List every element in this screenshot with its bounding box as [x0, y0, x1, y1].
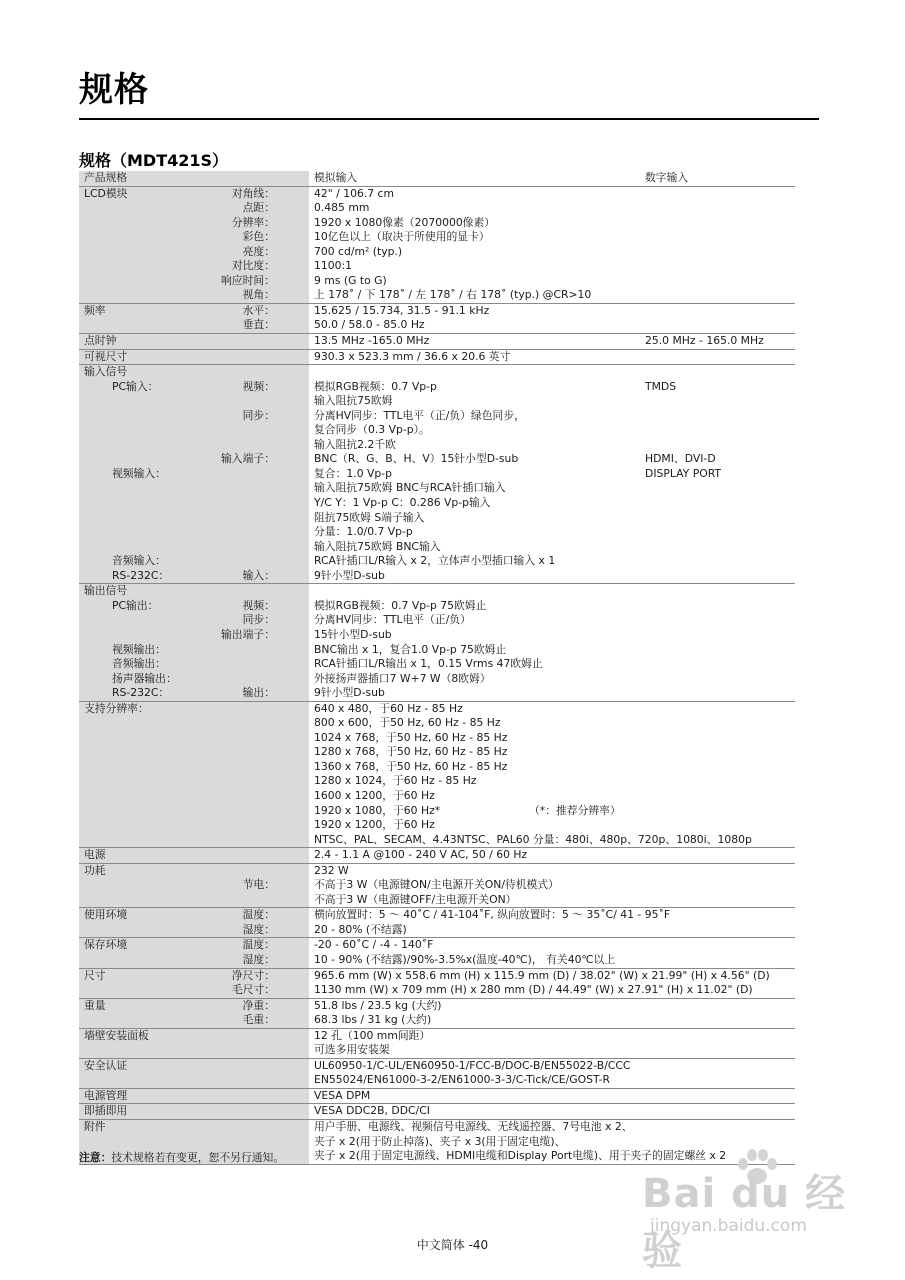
analog-value: 965.6 mm (W) x 558.6 mm (H) x 115.9 mm (D) / 38.02" (W) x 21.99" (H) x 4.56" (D): [314, 968, 770, 982]
field-label: 水平：: [242, 303, 275, 317]
analog-value: UL60950-1/C-UL/EN60950-1/FCC-B/DOC-B/EN55022-B/CCC: [314, 1058, 631, 1072]
analog-value: 930.3 x 523.3 mm / 36.6 x 20.6 英寸: [314, 349, 511, 363]
analog-value: 1130 mm (W) x 709 mm (H) x 280 mm (D) / 44.49" (W) x 27.91" (H) x 11.02" (D): [314, 983, 753, 997]
spec-line: [79, 554, 795, 569]
category-label: 墙壁安装面板: [84, 1028, 149, 1042]
analog-value: 1280 x 768，于50 Hz, 60 Hz - 85 Hz: [314, 745, 508, 759]
analog-value: 13.5 MHz -165.0 MHz: [314, 334, 430, 348]
category-label: 保存环境: [84, 938, 128, 952]
spec-line: [79, 525, 795, 540]
spec-line: [79, 511, 795, 526]
field-label: 响应时间：: [221, 273, 275, 287]
category-label: 电源: [84, 848, 106, 862]
analog-value: 上 178˚ / 下 178˚ / 左 178˚ / 右 178˚ (typ.) @CR>10: [314, 288, 592, 302]
spec-line: [79, 864, 795, 879]
analog-value: 232 W: [314, 863, 349, 877]
spec-line: [79, 288, 795, 303]
analog-value: 1920 x 1200，于60 Hz: [314, 818, 435, 832]
spec-row: [79, 304, 795, 334]
analog-value: 1100:1: [314, 259, 352, 273]
category-label: 点时钟: [84, 334, 117, 348]
spec-row: [79, 171, 795, 187]
analog-value: 1920 x 1080像素（2070000像素）: [314, 215, 496, 229]
spec-line: [79, 365, 795, 380]
spec-line: [79, 304, 795, 319]
page-number: 中文简体 -40: [416, 1238, 489, 1252]
value-note: （*：推荐分辨率）: [529, 803, 621, 817]
analog-value: 9针小型D-sub: [314, 568, 385, 582]
analog-value: 20 - 80% (不结露): [314, 922, 407, 936]
analog-value: 不高于3 W（电源键ON/主电源开关ON/待机模式）: [314, 878, 559, 892]
field-label: 节电：: [242, 878, 275, 892]
analog-value: 分离HV同步：TTL电平（正/负）: [314, 613, 471, 627]
analog-value: 9 ms (G to G): [314, 273, 387, 287]
analog-value: 2.4 - 1.1 A @100 - 240 V AC, 50 / 60 Hz: [314, 848, 528, 862]
spec-line: [79, 760, 795, 775]
spec-line: [79, 394, 795, 409]
category-label: 输入信号: [84, 365, 128, 379]
spec-line: [79, 350, 795, 365]
spec-line: [79, 969, 795, 984]
analog-value: 1600 x 1200，于60 Hz: [314, 788, 435, 802]
field-label: 视角：: [242, 288, 275, 302]
analog-value: 15针小型D-sub: [314, 627, 392, 641]
field-label: 毛尺寸：: [231, 983, 275, 997]
spec-line: [79, 599, 795, 614]
analog-value: 51.8 lbs / 23.5 kg (大约): [314, 998, 442, 1012]
spec-table: [79, 171, 795, 1165]
spec-line: [79, 686, 795, 701]
analog-value: 68.3 lbs / 31 kg (大约): [314, 1013, 432, 1027]
analog-value: Y/C Y：1 Vp-p C：0.286 Vp-p输入: [314, 496, 491, 510]
spec-row: [79, 187, 795, 304]
page-title: 规格: [79, 70, 149, 110]
spec-line: [79, 643, 795, 658]
spec-line: [79, 818, 795, 833]
spec-line: [79, 878, 795, 893]
spec-row: [79, 908, 795, 938]
analog-value: 12 孔（100 mm间距）: [314, 1028, 431, 1042]
spec-row: [79, 969, 795, 999]
analog-value: 10亿色以上（取决于所使用的显卡）: [314, 230, 490, 244]
spec-line: [79, 716, 795, 731]
spec-line: [79, 702, 795, 717]
field-label: 温度：: [242, 938, 275, 952]
analog-value: 输入阻抗75欧姆 BNC输入: [314, 539, 441, 553]
analog-value: BNC（R、G、B、H、V）15针小型D-sub: [314, 452, 519, 466]
field-label: 对角线：: [231, 186, 275, 200]
spec-line: [79, 540, 795, 555]
category-label: 即插即用: [84, 1104, 128, 1118]
footnote-text: 技术规格若有变更，恕不另行通知。: [111, 1151, 285, 1164]
spec-line: [79, 452, 795, 467]
analog-value: VESA DPM: [314, 1088, 371, 1102]
field-label: 输入端子：: [221, 452, 275, 466]
spec-line: [79, 774, 795, 789]
analog-value: RCA针插口L/R输出 x 1，0.15 Vrms 47欧姆止: [314, 657, 543, 671]
analog-value: 横向放置时：5 ～ 40˚C / 41-104˚F, 纵向放置时：5 ～ 35˚C/ 41 - 95˚F: [314, 908, 671, 922]
field-label: 同步：: [242, 613, 275, 627]
analog-value: 42" / 106.7 cm: [314, 186, 395, 200]
section-title: 规格（MDT421S）: [79, 151, 229, 170]
category-label: 安全认证: [84, 1058, 128, 1072]
category-label: 功耗: [84, 863, 106, 877]
spec-line: [79, 848, 795, 863]
field-label: 净尺寸：: [231, 968, 275, 982]
analog-value: 1360 x 768，于50 Hz, 60 Hz - 85 Hz: [314, 759, 508, 773]
footnote-label: 注意：: [79, 1151, 112, 1164]
analog-value: 模拟RGB视频：0.7 Vp-p 75欧姆止: [314, 598, 487, 612]
spec-line: [79, 1104, 795, 1119]
category-label: 产品规格: [84, 171, 128, 184]
spec-line: [79, 245, 795, 260]
spec-line: [79, 569, 795, 584]
analog-value: 可选多用安装架: [314, 1043, 390, 1057]
spec-line: [79, 584, 795, 599]
analog-value: 1920 x 1080，于60 Hz*: [314, 803, 441, 817]
category-label: 尺寸: [84, 968, 106, 982]
analog-value: 10 - 90% (不结露)/90%-3.5%x(温度-40℃)， 有关40℃以上: [314, 952, 616, 966]
spec-line: [79, 613, 795, 628]
field-label: 亮度：: [242, 244, 275, 258]
field-label: 温度：: [242, 908, 275, 922]
analog-value: 复合同步（0.3 Vp-p）。: [314, 423, 430, 437]
watermark: [640, 1150, 860, 1274]
spec-line: [79, 216, 795, 231]
spec-row: [79, 365, 795, 584]
spec-line: [79, 999, 795, 1014]
spec-line: [79, 953, 795, 968]
analog-value: 15.625 / 15.734, 31.5 - 91.1 kHz: [314, 303, 490, 317]
analog-value: 夹子 x 2(用于固定电源线、HDMI电缆和Display Port电缆)、用于夹子的固定螺丝 x 2: [314, 1149, 727, 1163]
spec-line: [79, 983, 795, 998]
analog-value: NTSC、PAL、SECAM、4.43NTSC、PAL60 分量：480i、480p、720p、1080i、1080p: [314, 832, 752, 846]
spec-line: [79, 833, 795, 848]
subcategory-label: RS-232C：: [112, 686, 170, 700]
title-divider: [79, 118, 819, 120]
spec-row: [79, 1029, 795, 1059]
subcategory-label: 音频输入：: [112, 554, 166, 568]
spec-line: [79, 1120, 795, 1135]
spec-row: [79, 584, 795, 701]
analog-value: 800 x 600，于50 Hz, 60 Hz - 85 Hz: [314, 716, 501, 730]
analog-value: 不高于3 W（电源键OFF/主电源开关ON）: [314, 892, 517, 906]
analog-value: 输入阻抗75欧姆 BNC与RCA针插口输入: [314, 481, 506, 495]
field-label: 输出端子：: [221, 627, 275, 641]
spec-line: [79, 789, 795, 804]
analog-value: 9针小型D-sub: [314, 686, 385, 700]
analog-value: 外接扬声器插口7 W+7 W（8欧姆）: [314, 671, 491, 685]
spec-row: [79, 334, 795, 350]
spec-line: [79, 230, 795, 245]
spec-line: [79, 893, 795, 908]
subcategory-label: PC输出：: [112, 598, 159, 612]
analog-value: 模拟RGB视频：0.7 Vp-p: [314, 379, 437, 393]
spec-line: [79, 657, 795, 672]
spec-line: [79, 318, 795, 333]
spec-line: [79, 171, 795, 186]
analog-value: 1024 x 768，于50 Hz, 60 Hz - 85 Hz: [314, 730, 508, 744]
analog-value: 分离HV同步：TTL电平（正/负）绿色同步，: [314, 408, 525, 422]
analog-value: 0.485 mm: [314, 201, 370, 215]
spec-line: [79, 259, 795, 274]
spec-row: [79, 864, 795, 909]
subcategory-label: 扬声器输出：: [112, 671, 177, 685]
analog-value: EN55024/EN61000-3-2/EN61000-3-3/C-Tick/CE/GOST-R: [314, 1073, 610, 1087]
field-label: 分辨率：: [231, 215, 275, 229]
category-label: 使用环境: [84, 908, 128, 922]
spec-line: [79, 467, 795, 482]
spec-line: [79, 745, 795, 760]
category-label: 可视尺寸: [84, 349, 128, 363]
analog-value: 用户手册、电源线、视频信号电源线、无线遥控器、7号电池 x 2、: [314, 1120, 633, 1133]
field-label: 输出：: [242, 686, 275, 700]
analog-value: 模拟输入: [314, 171, 358, 184]
analog-value: VESA DDC2B, DDC/CI: [314, 1104, 430, 1118]
spec-line: [79, 438, 795, 453]
field-label: 同步：: [242, 408, 275, 422]
spec-row: [79, 999, 795, 1029]
subcategory-label: 音频输出：: [112, 657, 166, 671]
category-label: 频率: [84, 303, 106, 317]
field-label: 点距：: [242, 201, 275, 215]
spec-line: [79, 923, 795, 938]
spec-line: [79, 409, 795, 424]
spec-line: [79, 187, 795, 202]
footnote: [79, 1151, 284, 1165]
spec-line: [79, 1089, 795, 1104]
field-label: 彩色：: [242, 230, 275, 244]
spec-line: [79, 628, 795, 643]
field-label: 净重：: [242, 998, 275, 1012]
field-label: 视频：: [242, 379, 275, 393]
field-label: 湿度：: [242, 952, 275, 966]
analog-value: 700 cd/m² (typ.): [314, 244, 403, 258]
field-label: 湿度：: [242, 922, 275, 936]
field-label: 垂直：: [242, 318, 275, 332]
category-label: 支持分辨率：: [84, 701, 149, 715]
field-label: 对比度：: [231, 259, 275, 273]
analog-value: BNC输出 x 1，复合1.0 Vp-p 75欧姆止: [314, 642, 507, 656]
spec-row: [79, 1104, 795, 1120]
analog-value: 复合：1.0 Vp-p: [314, 466, 392, 480]
field-label: 视频：: [242, 598, 275, 612]
spec-line: [79, 804, 795, 819]
spec-line: [79, 1073, 795, 1088]
subcategory-label: 视频输入：: [112, 466, 166, 480]
spec-line: [79, 274, 795, 289]
watermark-logo: Bai du 经验: [642, 1171, 847, 1274]
analog-value: 640 x 480，于60 Hz - 85 Hz: [314, 701, 463, 715]
digital-value: HDMI、DVI-D: [645, 452, 716, 466]
spec-line: [79, 423, 795, 438]
spec-line: [79, 1043, 795, 1058]
spec-line: [79, 496, 795, 511]
spec-line: [79, 201, 795, 216]
category-label: LCD模块: [84, 186, 128, 200]
analog-value: 输入阻抗75欧姆: [314, 394, 393, 408]
analog-value: 夹子 x 2(用于防止掉落)、夹子 x 3(用于固定电缆)、: [314, 1134, 566, 1148]
spec-line: [79, 731, 795, 746]
spec-row: [79, 350, 795, 366]
analog-value: 50.0 / 58.0 - 85.0 Hz: [314, 318, 425, 332]
category-label: 输出信号: [84, 584, 128, 598]
spec-row: [79, 938, 795, 968]
analog-value: 阻抗75欧姆 S端子输入: [314, 510, 425, 524]
spec-line: [79, 1029, 795, 1044]
category-label: 重量: [84, 998, 106, 1012]
subcategory-label: PC输入：: [112, 379, 159, 393]
analog-value: -20 - 60˚C / -4 - 140˚F: [314, 938, 434, 952]
spec-row: [79, 1089, 795, 1105]
analog-value: 输入阻抗2.2千欧: [314, 437, 396, 451]
analog-value: 分量：1.0/0.7 Vp-p: [314, 525, 413, 539]
spec-row: [79, 848, 795, 864]
subcategory-label: RS-232C：: [112, 568, 170, 582]
analog-value: 1280 x 1024，于60 Hz - 85 Hz: [314, 774, 477, 788]
spec-row: [79, 1059, 795, 1089]
spec-line: [79, 1135, 795, 1150]
category-label: 附件: [84, 1120, 106, 1133]
digital-value: 25.0 MHz - 165.0 MHz: [645, 334, 764, 348]
field-label: 毛重：: [242, 1013, 275, 1027]
digital-value: DISPLAY PORT: [645, 466, 722, 480]
subcategory-label: 视频输出：: [112, 642, 166, 656]
spec-line: [79, 1013, 795, 1028]
digital-value: TMDS: [645, 379, 677, 393]
spec-line: [79, 334, 795, 349]
spec-line: [79, 908, 795, 923]
field-label: 输入：: [242, 568, 275, 582]
category-label: 电源管理: [84, 1088, 128, 1102]
digital-value: 数字输入: [645, 171, 689, 184]
watermark-url: jingyan.baidu.com: [650, 1216, 807, 1236]
spec-row: [79, 702, 795, 848]
spec-line: [79, 380, 795, 395]
spec-line: [79, 672, 795, 687]
analog-value: RCA针插口L/R输入 x 2，立体声小型插口输入 x 1: [314, 554, 556, 568]
spec-line: [79, 481, 795, 496]
spec-line: [79, 1059, 795, 1074]
spec-line: [79, 938, 795, 953]
